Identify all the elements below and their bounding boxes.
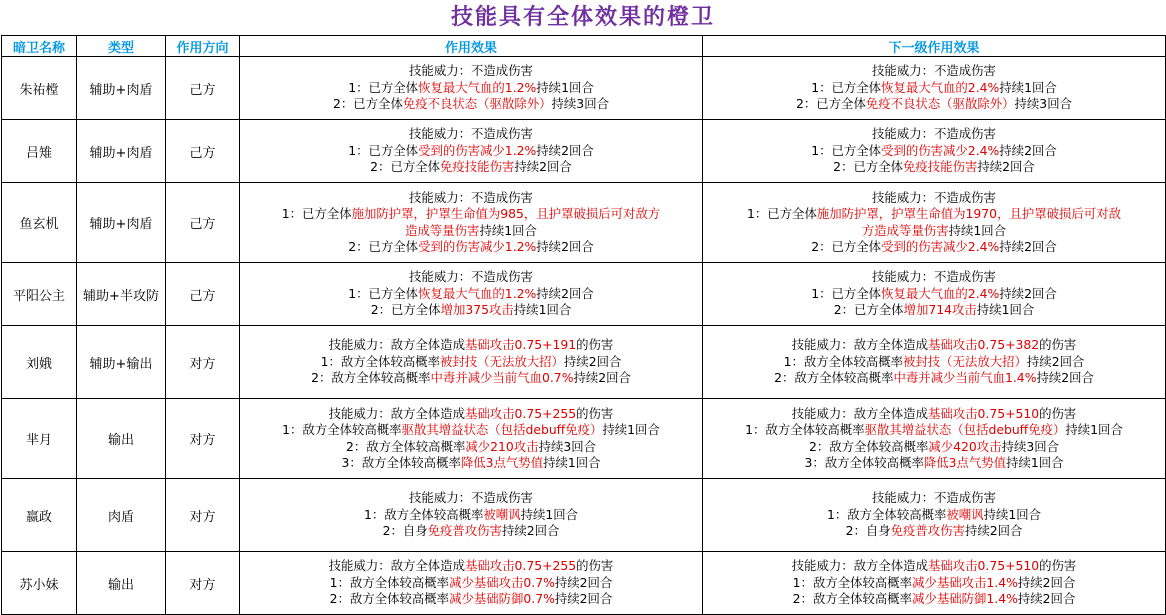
guard-skill-table <box>1 35 1166 615</box>
highlight-text: 恢复最大气血的2.4% <box>881 79 1000 95</box>
effect-line <box>240 190 702 207</box>
guard-name-cell: 苏小妹 <box>2 552 77 615</box>
highlight-text: 免疫技能伤害 <box>440 159 515 175</box>
effect-line <box>240 337 702 354</box>
highlight-text: 基础攻击0.75+382 <box>927 337 1040 353</box>
highlight-text: 造成等量伤害 <box>405 222 480 238</box>
effect-text: 持续1回合 <box>520 506 579 522</box>
effect-text: 1：已方全体 <box>348 79 419 95</box>
effect-line <box>703 558 1165 575</box>
effect-text: 持续1回合 <box>1065 422 1123 437</box>
effect-text: 技能威力：敌方全体造成 <box>791 558 928 574</box>
effect-text: 1：敌方全体较高概率 <box>783 353 904 369</box>
table-row <box>2 326 1166 399</box>
effect-text: 技能威力：不造成伤害 <box>409 269 533 285</box>
guard-type-cell: 输出 <box>77 552 166 615</box>
guard-type-cell: 辅助+肉盾 <box>77 57 166 120</box>
highlight-text: 方造成等量伤害 <box>861 222 949 238</box>
effect-line <box>240 63 702 80</box>
header-next-effect: 下一级作用效果 <box>703 36 1166 57</box>
effect-line <box>703 206 1165 223</box>
effect-cell <box>240 183 703 263</box>
effect-text: 技能威力：敌方全体造成 <box>791 337 928 353</box>
effect-text: 1：敌方全体较高概率 <box>363 506 484 522</box>
direction-cell: 对方 <box>166 479 240 552</box>
effect-text: 技能威力：不造成伤害 <box>409 126 533 142</box>
effect-text: 2：敌方全体较高概率 <box>329 591 450 607</box>
effect-line <box>240 575 702 592</box>
effect-line <box>240 96 702 113</box>
effect-line <box>703 422 1165 439</box>
effect-text: 持续1回合 <box>999 79 1057 95</box>
effect-cell <box>240 399 703 479</box>
effect-line <box>240 126 702 143</box>
highlight-text: 免疫普攻伤害 <box>890 523 965 539</box>
guard-type-cell: 肉盾 <box>77 479 166 552</box>
header-row <box>2 36 1166 57</box>
highlight-text: 基础攻击0.75+510 <box>927 405 1040 421</box>
effect-line <box>240 490 702 507</box>
direction-cell: 对方 <box>166 326 240 399</box>
effect-line <box>703 591 1165 608</box>
next-effect-cell <box>703 57 1166 120</box>
effect-text: 的伤害 <box>576 337 614 353</box>
effect-text: 1：敌方全体较高概率 <box>282 422 402 437</box>
effect-text: 持续1回合 <box>976 302 1035 318</box>
next-effect-cell <box>703 399 1166 479</box>
effect-text: 持续2回合 <box>536 239 594 254</box>
highlight-text: 减少基础防御1.4% <box>912 591 1018 607</box>
effect-line <box>703 239 1165 256</box>
effect-text: 2：敌方全体较高概率 <box>774 370 894 386</box>
effect-text: 持续1回合 <box>543 455 601 470</box>
highlight-text: 恢复最大气血的2.4% <box>881 285 1000 301</box>
highlight-text: 恢复最大气血的1.2% <box>418 285 537 301</box>
highlight-text: 减少基础攻击1.4% <box>912 574 1018 590</box>
effect-text: 持续2回合 <box>536 285 594 301</box>
effect-line <box>240 239 702 256</box>
effect-text: 技能威力：敌方全体造成 <box>328 405 465 421</box>
highlight-text: 基础攻击0.75+255 <box>464 558 577 574</box>
effect-text: 技能威力：不造成伤害 <box>872 126 996 142</box>
effect-text: 1：敌方全体较高概率 <box>320 353 441 369</box>
effect-line <box>240 591 702 608</box>
effect-line <box>703 190 1165 207</box>
effect-line <box>240 370 702 387</box>
effect-text: 2：自身 <box>382 523 428 539</box>
table-row <box>2 399 1166 479</box>
effect-text: 1：已方全体 <box>348 285 419 301</box>
effect-text: 持续1回合 <box>602 422 660 437</box>
effect-line <box>703 286 1165 303</box>
effect-cell <box>240 263 703 326</box>
next-effect-cell <box>703 479 1166 552</box>
highlight-text: 受到的伤害减少1.2% <box>418 142 537 158</box>
next-effect-cell <box>703 183 1166 263</box>
highlight-text: 被嘲讽 <box>483 506 521 522</box>
effect-text: 技能威力：不造成伤害 <box>872 269 996 285</box>
effect-text: 技能威力：不造成伤害 <box>872 63 996 79</box>
highlight-text: 被嘲讽 <box>946 506 984 522</box>
effect-text: 技能威力：不造成伤害 <box>409 189 533 205</box>
effect-text: 2：已方全体 <box>348 239 419 254</box>
effect-line <box>240 143 702 160</box>
guard-name-cell: 刘娥 <box>2 326 77 399</box>
table-row <box>2 552 1166 615</box>
effect-line <box>703 406 1165 423</box>
effect-line <box>703 302 1165 319</box>
effect-text: 2：自身 <box>845 523 891 539</box>
effect-text: 持续3回合 <box>1001 438 1060 454</box>
effect-text: 1：敌方全体较高概率 <box>745 422 865 437</box>
effect-line <box>703 523 1165 540</box>
effect-text: 1：已方全体 <box>281 206 352 221</box>
page-title: 技能具有全体效果的橙卫 <box>450 5 715 30</box>
highlight-text: 基础攻击0.75+510 <box>927 558 1040 574</box>
highlight-text: 基础攻击0.75+255 <box>464 405 577 421</box>
effect-text: 的伤害 <box>576 405 614 421</box>
guard-type-cell: 辅助+半攻防 <box>77 263 166 326</box>
highlight-text: 驱散其增益状态（包括debuff免疫） <box>864 422 1066 437</box>
effect-text: 持续2回合 <box>977 159 1035 175</box>
effect-text: 技能威力：不造成伤害 <box>409 490 533 506</box>
effect-line <box>703 337 1165 354</box>
guard-type-cell: 辅助+肉盾 <box>77 120 166 183</box>
highlight-text: 中毒并减少当前气血1.4% <box>893 370 1037 386</box>
highlight-text: 恢复最大气血的1.2% <box>418 79 537 95</box>
effect-line <box>703 269 1165 286</box>
header-direction: 作用方向 <box>166 36 240 57</box>
effect-text: 2：已方全体 <box>796 96 866 112</box>
effect-text: 2：敌方全体较高概率 <box>311 370 431 386</box>
highlight-text: 增加714攻击 <box>903 302 977 318</box>
next-effect-cell <box>703 326 1166 399</box>
effect-line <box>703 354 1165 371</box>
effect-text: 的伤害 <box>1039 337 1077 353</box>
direction-cell: 己方 <box>166 183 240 263</box>
highlight-text: 受到的伤害减少1.2% <box>418 239 537 254</box>
highlight-text: 免疫不良状态（驱散除外） <box>402 96 552 112</box>
highlight-text: 被封技（无法放大招） <box>903 353 1027 369</box>
effect-text: 持续2回合 <box>536 142 594 158</box>
guard-name-cell: 吕雉 <box>2 120 77 183</box>
guard-name-cell: 芈月 <box>2 399 77 479</box>
highlight-text: 增加375攻击 <box>440 302 514 318</box>
effect-text: 2：敌方全体较高概率 <box>808 438 929 454</box>
next-effect-cell <box>703 263 1166 326</box>
table-row <box>2 120 1166 183</box>
effect-line <box>240 523 702 540</box>
effect-text: 3：敌方全体较高概率 <box>341 455 461 470</box>
highlight-text: 免疫技能伤害 <box>903 159 978 175</box>
highlight-text: 中毒并减少当前气血0.7% <box>430 370 574 386</box>
effect-line <box>703 80 1165 97</box>
effect-text: 2：已方全体 <box>370 159 441 175</box>
header-type: 类型 <box>77 36 166 57</box>
effect-line <box>240 455 702 472</box>
highlight-text: 免疫普攻伤害 <box>427 523 502 539</box>
effect-line <box>703 507 1165 524</box>
effect-text: 2：已方全体 <box>833 159 904 175</box>
highlight-text: 施加防护罩，护罩生命值为985，且护罩破损后可对敌方 <box>351 206 661 221</box>
effect-text: 持续1回合 <box>479 222 537 238</box>
highlight-text: 减少210攻击 <box>465 438 539 454</box>
table-row <box>2 479 1166 552</box>
effect-text: 持续2回合 <box>999 285 1057 301</box>
effect-text: 1：已方全体 <box>811 142 882 158</box>
effect-text: 持续2回合 <box>1017 574 1076 590</box>
effect-text: 技能威力：敌方全体造成 <box>328 337 465 353</box>
highlight-text: 受到的伤害减少2.4% <box>881 239 1000 254</box>
effect-line <box>240 159 702 176</box>
effect-text: 技能威力：不造成伤害 <box>409 63 533 79</box>
highlight-text: 减少420攻击 <box>928 438 1002 454</box>
effect-text: 持续3回合 <box>551 96 609 112</box>
effect-text: 持续3回合 <box>538 438 597 454</box>
effect-line <box>240 507 702 524</box>
highlight-text: 减少基础攻击0.7% <box>449 574 555 590</box>
effect-line <box>240 406 702 423</box>
effect-text: 3：敌方全体较高概率 <box>804 455 924 470</box>
effect-text: 持续2回合 <box>501 523 560 539</box>
effect-line <box>703 63 1165 80</box>
effect-cell <box>240 552 703 615</box>
guard-name-cell: 朱祐樘 <box>2 57 77 120</box>
header-effect: 作用效果 <box>240 36 703 57</box>
effect-text: 1：敌方全体较高概率 <box>329 574 450 590</box>
effect-text: 1：敌方全体较高概率 <box>792 574 913 590</box>
effect-text: 2：敌方全体较高概率 <box>345 438 466 454</box>
effect-line <box>703 575 1165 592</box>
effect-line <box>240 269 702 286</box>
effect-text: 持续1回合 <box>1006 455 1064 470</box>
effect-line <box>703 223 1165 240</box>
effect-line <box>240 422 702 439</box>
highlight-text: 基础攻击0.75+191 <box>464 337 577 353</box>
effect-line <box>240 302 702 319</box>
effect-text: 2：已方全体 <box>370 302 441 318</box>
effect-text: 技能威力：敌方全体造成 <box>328 558 465 574</box>
guard-name-cell: 嬴政 <box>2 479 77 552</box>
table-row <box>2 263 1166 326</box>
effect-text: 1：已方全体 <box>811 79 882 95</box>
effect-text: 持续2回合 <box>573 370 631 386</box>
highlight-text: 免疫不良状态（驱散除外） <box>865 96 1015 112</box>
effect-text: 持续2回合 <box>514 159 572 175</box>
direction-cell: 己方 <box>166 120 240 183</box>
direction-cell: 对方 <box>166 399 240 479</box>
effect-text: 持续2回合 <box>964 523 1023 539</box>
direction-cell: 己方 <box>166 263 240 326</box>
effect-text: 的伤害 <box>1039 558 1077 574</box>
effect-text: 技能威力：不造成伤害 <box>872 189 996 205</box>
next-effect-cell <box>703 120 1166 183</box>
guard-type-cell: 输出 <box>77 399 166 479</box>
guard-name-cell: 平阳公主 <box>2 263 77 326</box>
effect-cell <box>240 479 703 552</box>
effect-text: 技能威力：敌方全体造成 <box>791 405 928 421</box>
effect-text: 持续1回合 <box>536 79 594 95</box>
guard-type-cell: 辅助+肉盾 <box>77 183 166 263</box>
effect-line <box>240 286 702 303</box>
effect-text: 2：已方全体 <box>811 239 882 254</box>
effect-cell <box>240 120 703 183</box>
next-effect-cell <box>703 552 1166 615</box>
effect-line <box>703 126 1165 143</box>
effect-text: 1：敌方全体较高概率 <box>826 506 947 522</box>
effect-line <box>240 558 702 575</box>
effect-text: 的伤害 <box>576 558 614 574</box>
effect-text: 的伤害 <box>1039 405 1077 421</box>
highlight-text: 减少基础防御0.7% <box>449 591 555 607</box>
effect-text: 持续1回合 <box>983 506 1042 522</box>
highlight-text: 施加防护罩，护罩生命值为1970，且护罩破损后可对敌 <box>816 206 1121 221</box>
highlight-text: 被封技（无法放大招） <box>440 353 564 369</box>
table-row <box>2 57 1166 120</box>
effect-line <box>703 455 1165 472</box>
effect-text: 持续2回合 <box>1017 591 1076 607</box>
effect-line <box>240 223 702 240</box>
highlight-text: 降低3点气势值 <box>923 455 1007 470</box>
effect-line <box>703 143 1165 160</box>
effect-line <box>703 490 1165 507</box>
effect-text: 持续2回合 <box>1026 353 1085 369</box>
table-row <box>2 183 1166 263</box>
effect-text: 持续2回合 <box>554 574 613 590</box>
guard-type-cell: 辅助+输出 <box>77 326 166 399</box>
effect-text: 持续3回合 <box>1014 96 1072 112</box>
highlight-text: 受到的伤害减少2.4% <box>881 142 1000 158</box>
effect-line <box>240 80 702 97</box>
effect-text: 1：已方全体 <box>747 206 817 221</box>
effect-line <box>240 354 702 371</box>
guard-name-cell: 鱼玄机 <box>2 183 77 263</box>
effect-text: 2：已方全体 <box>333 96 403 112</box>
effect-line <box>703 96 1165 113</box>
effect-line <box>240 206 702 223</box>
effect-text: 2：已方全体 <box>833 302 904 318</box>
effect-line <box>703 439 1165 456</box>
effect-text: 持续2回合 <box>554 591 613 607</box>
effect-cell <box>240 326 703 399</box>
highlight-text: 驱散其增益状态（包括debuff免疫） <box>401 422 603 437</box>
effect-text: 持续2回合 <box>1036 370 1094 386</box>
header-name: 暗卫名称 <box>2 36 77 57</box>
direction-cell: 对方 <box>166 552 240 615</box>
effect-text: 持续2回合 <box>999 142 1057 158</box>
effect-text: 持续1回合 <box>948 222 1007 238</box>
effect-text: 2：敌方全体较高概率 <box>792 591 913 607</box>
direction-cell: 己方 <box>166 57 240 120</box>
effect-line <box>240 439 702 456</box>
effect-text: 持续1回合 <box>513 302 572 318</box>
effect-text: 持续2回合 <box>563 353 622 369</box>
effect-text: 技能威力：不造成伤害 <box>872 490 996 506</box>
effect-text: 持续2回合 <box>999 239 1057 254</box>
effect-text: 1：已方全体 <box>348 142 419 158</box>
effect-cell <box>240 57 703 120</box>
effect-line <box>703 159 1165 176</box>
effect-line <box>703 370 1165 387</box>
effect-text: 1：已方全体 <box>811 285 882 301</box>
highlight-text: 降低3点气势值 <box>460 455 544 470</box>
